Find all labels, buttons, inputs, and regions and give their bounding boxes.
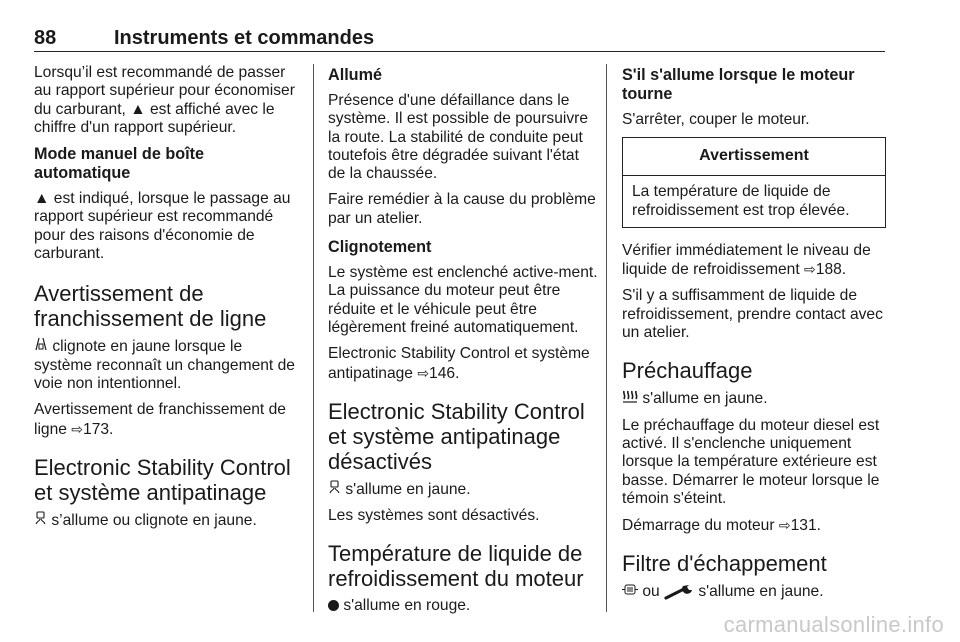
- section-heading-esc: Electronic Stability Control et système antipatinage: [34, 454, 291, 505]
- page-ref-arrow-icon: ⇨: [778, 517, 791, 534]
- paragraph: S'il y a suffisamment de liquide de refroidissement, prendre contact avec un atelier.: [622, 287, 883, 342]
- column-right: [622, 64, 886, 614]
- paragraph: Les systèmes sont désactivés.: [328, 507, 540, 525]
- paragraph: Le préchauffage du moteur diesel est activé. Il s'enclenche uniquement lorsque la température extérieure est basse. Démarrer le moteur lorsque le témoin s'éteint.: [622, 416, 880, 507]
- lane-departure-icon: [34, 337, 48, 355]
- wrench-icon: [664, 584, 694, 605]
- paragraph: Démarrage du moteur ⇨131.: [622, 517, 821, 535]
- page-reference: 188.: [815, 261, 847, 279]
- paragraph: Le système est enclenché active-ment. La puissance du moteur peut être réduite et le véhicule peut être légèrement freiné automatiquement.: [328, 264, 598, 336]
- section-heading-coolant-temperature: Température de liquide de refroidissement du moteur: [328, 541, 584, 592]
- paragraph: Avertissement de franchissement de ligne ⇨173.: [34, 401, 286, 438]
- paragraph: s’allume ou clignote en jaune.: [34, 511, 302, 530]
- column-divider: [313, 64, 314, 612]
- paragraph: clignote en jaune lorsque le système reconnaît un changement de voie non intentionnel.: [34, 338, 295, 392]
- section-heading-preheating: Préchauffage: [622, 358, 753, 384]
- paragraph: Lorsqu’il est recommandé de passer au rapport supérieur pour économiser du carburant, ▲ est affiché avec le chiffre d'un rapport supérieur.: [34, 64, 295, 136]
- chapter-title: Instruments et commandes: [114, 27, 375, 49]
- glow-plug-icon: [622, 389, 638, 407]
- column-left: [34, 64, 302, 538]
- paragraph: ou s'allume en jaune.: [622, 582, 886, 605]
- warning-text: La température de liquide de refroidissement est trop élevée.: [632, 183, 850, 219]
- paragraph: s'allume en jaune.: [328, 480, 598, 499]
- section-heading-lane-departure: Avertissement de franchissement de ligne: [34, 281, 267, 332]
- esc-off-icon: [328, 480, 341, 498]
- column-divider: [606, 64, 607, 612]
- paragraph: ▲ est indiqué, lorsque le passage au rapport supérieur est recommandé pour des raisons d'économie de carburant.: [34, 190, 291, 263]
- page-number: 88: [34, 27, 57, 49]
- page-ref-arrow-icon: ⇨: [417, 364, 430, 381]
- paragraph: Faire remédier à la cause du problème par un atelier.: [328, 191, 596, 227]
- page-reference: 131.: [790, 517, 821, 535]
- section-heading-exhaust-filter: Filtre d'échappement: [622, 551, 827, 577]
- coolant-warning-dot-icon: [328, 600, 339, 611]
- warning-title: Avertissement: [623, 138, 885, 176]
- warning-box: [622, 137, 886, 228]
- section-heading-esc-off: Electronic Stability Control et système antipatinage désactivés: [328, 398, 585, 474]
- section-heading-blinking: Clignotement: [328, 238, 432, 257]
- page-reference: 146.: [429, 364, 460, 382]
- esc-skid-icon: [34, 511, 47, 529]
- paragraph: S'arrêter, couper le moteur.: [622, 111, 810, 128]
- paragraph: Electronic Stability Control et système antipatinage ⇨146.: [328, 345, 590, 382]
- exhaust-filter-icon: [622, 582, 638, 600]
- section-heading-engine-running: S'il s'allume lorsque le moteur tourne: [622, 66, 855, 103]
- page-reference: 173.: [83, 420, 114, 438]
- column-middle: [328, 64, 598, 624]
- watermark: carmanualsonline.info: [723, 612, 944, 637]
- page-ref-arrow-icon: ⇨: [71, 420, 84, 437]
- section-heading-on: Allumé: [328, 66, 382, 84]
- paragraph: s'allume en jaune.: [622, 389, 886, 408]
- paragraph: Vérifier immédiatement le niveau de liquide de refroidissement ⇨188.: [622, 241, 871, 279]
- paragraph: s'allume en rouge.: [328, 597, 598, 615]
- page-header: [34, 27, 885, 52]
- paragraph: Présence d'une défaillance dans le système. Il est possible de poursuivre la route. La stabilité de conduite peut toutefois être dégradée suivant l'état de la chaussée.: [328, 92, 589, 183]
- section-heading-manual-mode: Mode manuel de boîte automatique: [34, 145, 204, 183]
- page-ref-arrow-icon: ⇨: [804, 261, 816, 278]
